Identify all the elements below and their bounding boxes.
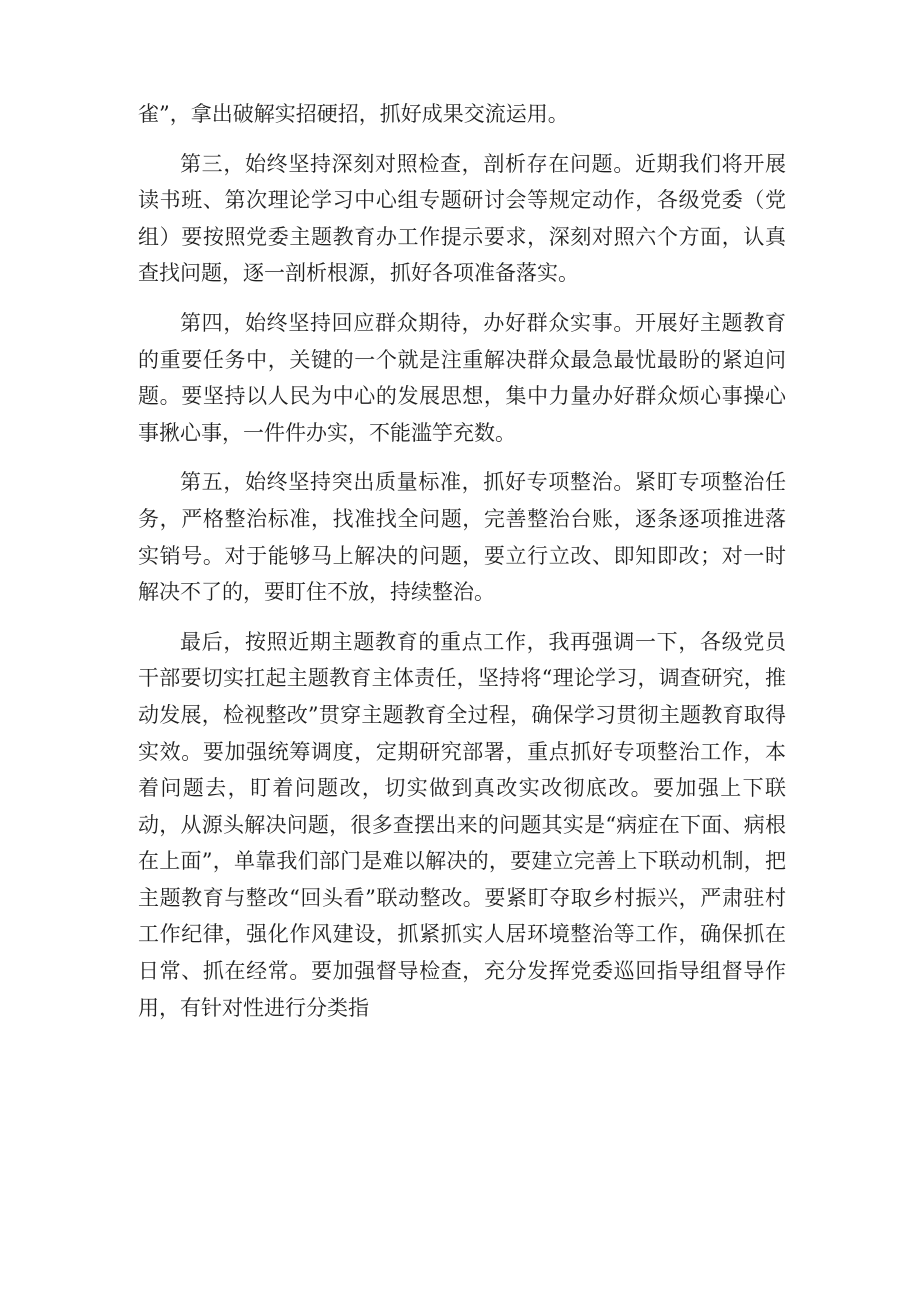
paragraph-fifth-point: 第五，始终坚持突出质量标准，抓好专项整治。紧盯专项整治任务，严格整治标准，找准找全问题，完善整治台账，逐条逐项推进落实销号。对于能够马上解决的问题，要立行立改、即知即改；对一时解决不了的，要盯住不放，持续整治。: [138, 470, 786, 605]
body-text: [138, 96, 786, 1026]
paragraph-continued: 雀”，拿出破解实招硬招，抓好成果交流运用。: [138, 102, 569, 126]
paragraph-fourth-point: 第四，始终坚持回应群众期待，办好群众实事。开展好主题教育的重要任务中，关键的一个就是注重解决群众最急最忧最盼的紧迫问题。要坚持以人民为中心的发展思想，集中力量办好群众烦心事操心事揪心事，一件件办实，不能滥竽充数。: [138, 310, 786, 445]
paragraph-third-point: 第三，始终坚持深刻对照检查，剖析存在问题。近期我们将开展读书班、第次理论学习中心组专题研讨会等规定动作，各级党委（党组）要按照党委主题教育办工作提示要求，深刻对照六个方面，认真查找问题，逐一剖析根源，抓好各项准备落实。: [138, 151, 786, 286]
paragraph-final: 最后，按照近期主题教育的重点工作，我再强调一下，各级党员干部要切实扛起主题教育主体责任，坚持将“理论学习，调查研究，推动发展，检视整改”贯穿主题教育全过程，确保学习贯彻主题教育取得实效。要加强统筹调度，定期研究部署，重点抓好专项整治工作，本着问题去，盯着问题改，切实做到真改实改彻底改。要加强上下联动，从源头解决问题，很多查摆出来的问题其实是“病症在下面、病根在上面”，单靠我们部门是难以解决的，要建立完善上下联动机制，把主题教育与整改“回头看”联动整改。要紧盯夺取乡村振兴，严肃驻村工作纪律，强化作风建设，抓紧抓实人居环境整治等工作，确保抓在日常、抓在经常。要加强督导检查，充分发挥党委巡回指导组督导作用，有针对性进行分类指: [138, 629, 786, 1020]
